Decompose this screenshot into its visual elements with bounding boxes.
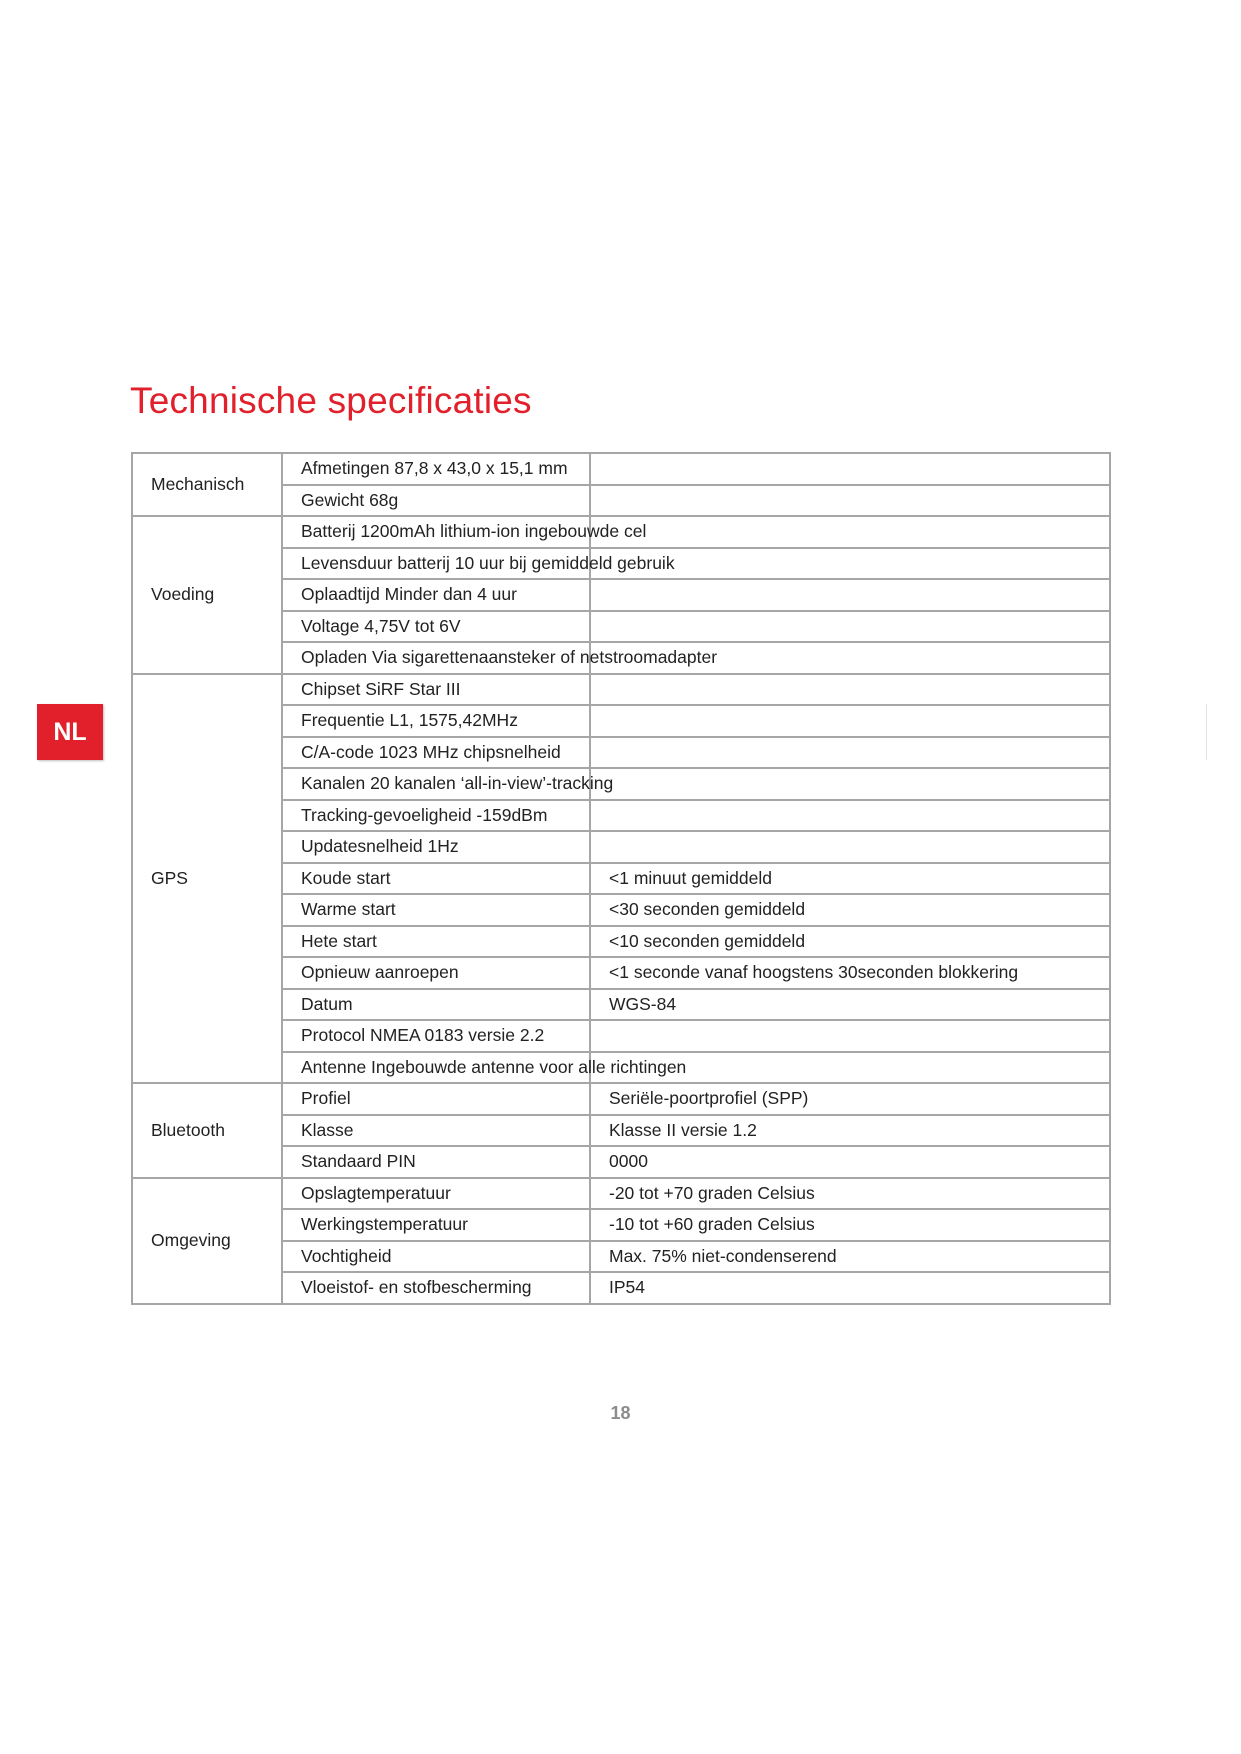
page-title: Technische specificaties bbox=[130, 380, 532, 421]
spec-value-cell: <10 seconden gemiddeld bbox=[590, 926, 1110, 958]
category-cell: Voeding bbox=[132, 516, 282, 674]
table-row bbox=[132, 453, 1110, 485]
spec-key-cell: Tracking-gevoeligheid -159dBm bbox=[282, 800, 590, 832]
spec-value-cell bbox=[590, 579, 1110, 611]
spec-key-cell: Protocol NMEA 0183 versie 2.2 bbox=[282, 1020, 590, 1052]
spec-key-cell: Frequentie L1, 1575,42MHz bbox=[282, 705, 590, 737]
spec-table bbox=[131, 452, 1111, 1305]
spec-value-cell bbox=[590, 453, 1110, 485]
spec-value-cell bbox=[590, 1020, 1110, 1052]
spec-value-cell: <1 minuut gemiddeld bbox=[590, 863, 1110, 895]
category-cell: Mechanisch bbox=[132, 453, 282, 516]
spec-value-cell: Klasse II versie 1.2 bbox=[590, 1115, 1110, 1147]
spec-key-cell: Updatesnelheid 1Hz bbox=[282, 831, 590, 863]
spec-key-cell: Oplaadtijd Minder dan 4 uur bbox=[282, 579, 590, 611]
spec-value-cell bbox=[590, 768, 1110, 800]
page-edge-marker bbox=[1206, 704, 1207, 760]
spec-key-cell: Vloeistof- en stofbescherming bbox=[282, 1272, 590, 1304]
table-row bbox=[132, 516, 1110, 548]
spec-key-cell: Datum bbox=[282, 989, 590, 1021]
spec-value-cell: <1 seconde vanaf hoogstens 30seconden blokkering bbox=[590, 957, 1110, 989]
spec-key-cell: Klasse bbox=[282, 1115, 590, 1147]
spec-key-cell: Chipset SiRF Star III bbox=[282, 674, 590, 706]
spec-value-cell bbox=[590, 516, 1110, 548]
spec-key-cell: Gewicht 68g bbox=[282, 485, 590, 517]
spec-key-cell: Batterij 1200mAh lithium-ion ingebouwde cel bbox=[282, 516, 590, 548]
table-row bbox=[132, 1178, 1110, 1210]
spec-value-cell: 0000 bbox=[590, 1146, 1110, 1178]
spec-key-cell: Profiel bbox=[282, 1083, 590, 1115]
spec-value-cell bbox=[590, 705, 1110, 737]
spec-value-cell: IP54 bbox=[590, 1272, 1110, 1304]
spec-key-cell: Hete start bbox=[282, 926, 590, 958]
category-cell: Bluetooth bbox=[132, 1083, 282, 1178]
spec-value-cell bbox=[590, 611, 1110, 643]
spec-value-cell bbox=[590, 737, 1110, 769]
language-tab-label: NL bbox=[53, 717, 87, 746]
spec-value-cell bbox=[590, 800, 1110, 832]
spec-key-cell: Afmetingen 87,8 x 43,0 x 15,1 mm bbox=[282, 453, 590, 485]
spec-key-cell: Vochtigheid bbox=[282, 1241, 590, 1273]
spec-value-cell bbox=[590, 485, 1110, 517]
table-row bbox=[132, 1083, 1110, 1115]
spec-value-cell: Seriële-poortprofiel (SPP) bbox=[590, 1083, 1110, 1115]
spec-value-cell: <30 seconden gemiddeld bbox=[590, 894, 1110, 926]
spec-key-cell: Kanalen 20 kanalen ‘all-in-view’-tracking bbox=[282, 768, 590, 800]
spec-key-cell: Werkingstemperatuur bbox=[282, 1209, 590, 1241]
spec-key-cell: Opladen Via sigarettenaansteker of netstroomadapter bbox=[282, 642, 590, 674]
category-cell: GPS bbox=[132, 674, 282, 1084]
spec-key-cell: Standaard PIN bbox=[282, 1146, 590, 1178]
spec-key-cell: C/A-code 1023 MHz chipsnelheid bbox=[282, 737, 590, 769]
spec-value-cell bbox=[590, 674, 1110, 706]
spec-value-cell: -20 tot +70 graden Celsius bbox=[590, 1178, 1110, 1210]
spec-value-cell: -10 tot +60 graden Celsius bbox=[590, 1209, 1110, 1241]
spec-key-cell: Voltage 4,75V tot 6V bbox=[282, 611, 590, 643]
spec-key-cell: Levensduur batterij 10 uur bij gemiddeld gebruik bbox=[282, 548, 590, 580]
spec-key-cell: Antenne Ingebouwde antenne voor alle richtingen bbox=[282, 1052, 590, 1084]
spec-key-cell: Opslagtemperatuur bbox=[282, 1178, 590, 1210]
spec-value-cell: WGS-84 bbox=[590, 989, 1110, 1021]
category-cell: Omgeving bbox=[132, 1178, 282, 1304]
table-row bbox=[132, 674, 1110, 706]
spec-key-cell: Warme start bbox=[282, 894, 590, 926]
language-tab bbox=[37, 704, 103, 760]
page-number: 18 bbox=[610, 1403, 631, 1423]
spec-value-cell bbox=[590, 831, 1110, 863]
spec-table-body bbox=[132, 453, 1110, 1304]
spec-key-cell: Opnieuw aanroepen bbox=[282, 957, 590, 989]
spec-value-cell: Max. 75% niet-condenserend bbox=[590, 1241, 1110, 1273]
spec-key-cell: Koude start bbox=[282, 863, 590, 895]
